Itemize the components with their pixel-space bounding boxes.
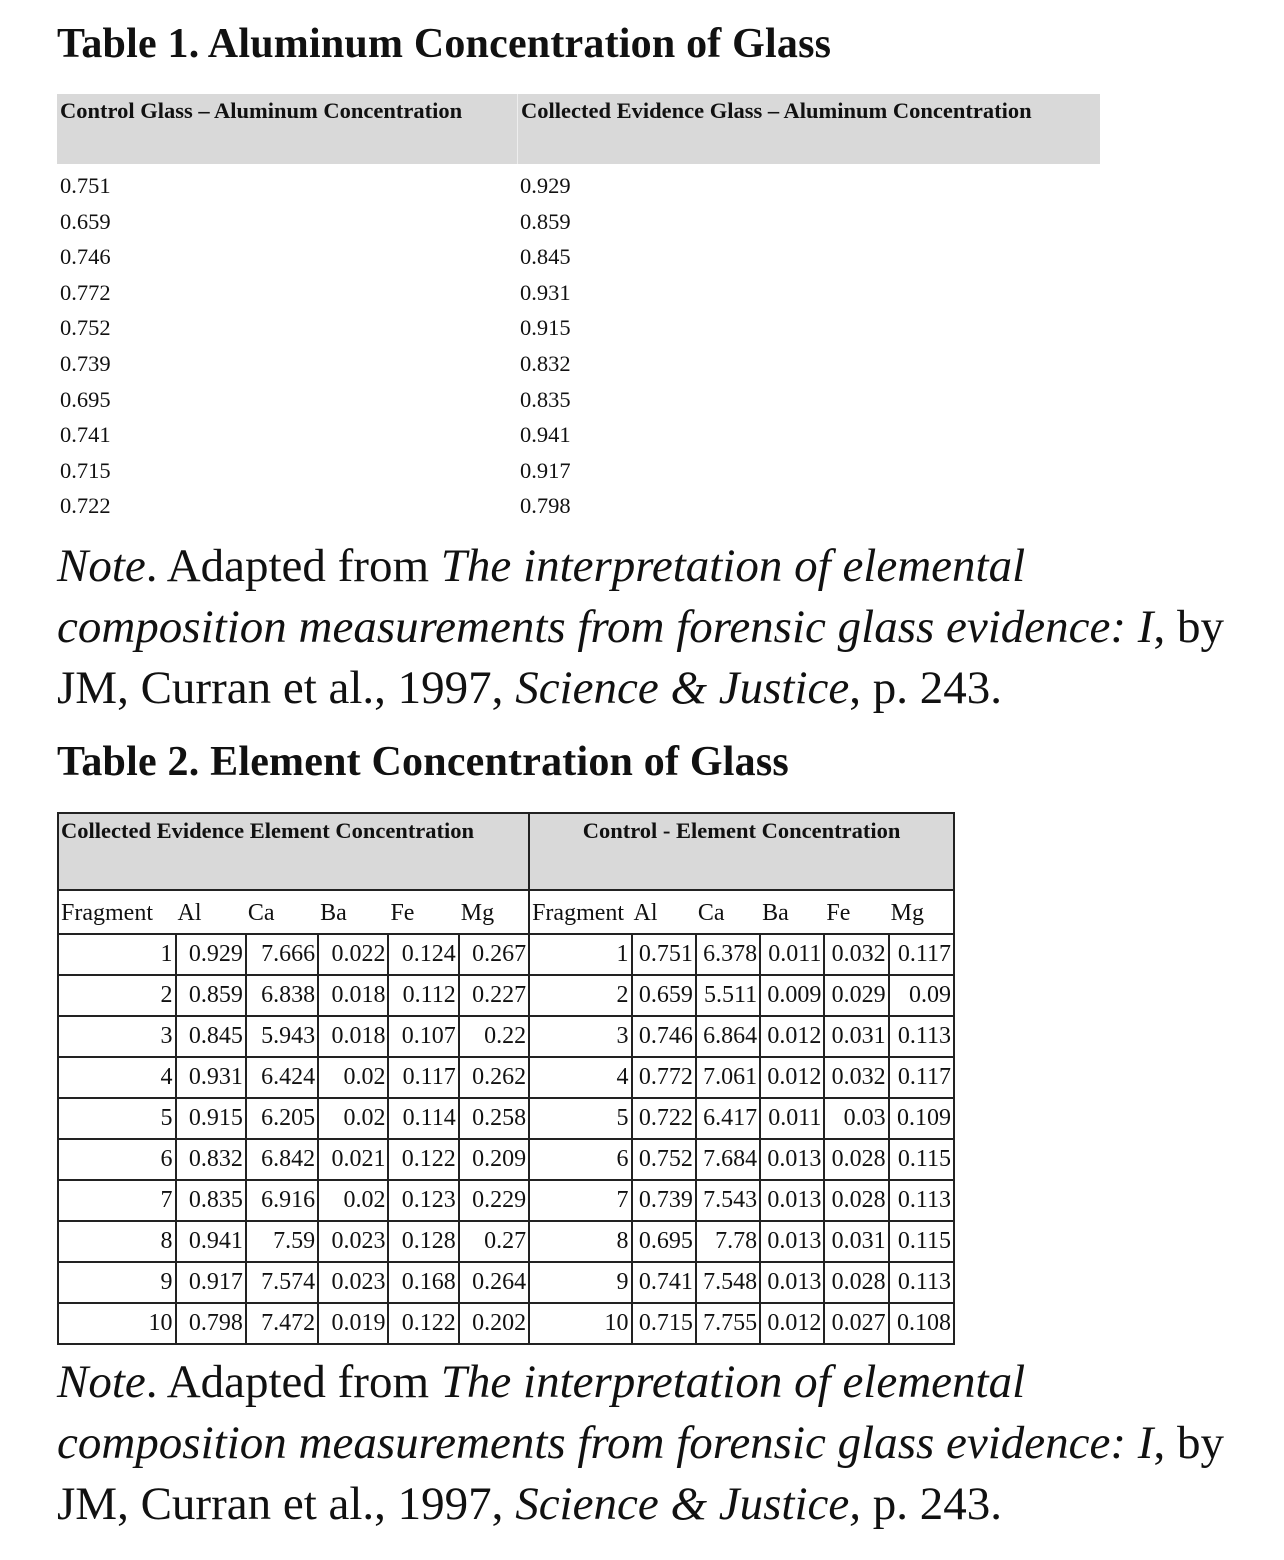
evidence-cell: 0.112 [388, 975, 458, 1016]
control-cell: 0.115 [889, 1139, 953, 1180]
evidence-cell: 7.574 [246, 1262, 318, 1303]
evidence-cell: 0.202 [459, 1303, 529, 1343]
evidence-cell: 0.019 [318, 1303, 388, 1343]
control-cell: 0.009 [760, 975, 824, 1016]
evidence-value-cell: 0.845 [520, 244, 571, 270]
evidence-cell: 0.128 [388, 1221, 458, 1262]
table-row [59, 1057, 953, 1098]
evidence-cell: 0.859 [176, 975, 246, 1016]
control-cell: 0.695 [632, 1221, 696, 1262]
control-cell: 0.751 [632, 934, 696, 975]
table1-aluminum-concentration [57, 94, 1100, 524]
control-cell: 7.684 [696, 1139, 760, 1180]
evidence-cell: 0.023 [318, 1221, 388, 1262]
table2-title: Table 2. Element Concentration of Glass [57, 739, 789, 785]
table1-title: Table 1. Aluminum Concentration of Glass [57, 21, 832, 67]
table1-body [57, 168, 1100, 524]
table1-header-evidence: Collected Evidence Glass – Aluminum Concentration [517, 94, 1100, 164]
control-cell: 8 [529, 1221, 631, 1262]
table1-note [57, 536, 1247, 719]
table2-group-header-row [59, 814, 953, 890]
control-cell: 0.013 [760, 1262, 824, 1303]
evidence-cell: 0.267 [459, 934, 529, 975]
control-cell: 0.011 [760, 934, 824, 975]
control-value-cell: 0.722 [60, 493, 111, 519]
evidence-cell: 0.264 [459, 1262, 529, 1303]
evidence-cell: 0.114 [388, 1098, 458, 1139]
table-row [57, 310, 1100, 346]
control-cell: 0.028 [824, 1180, 888, 1221]
table-row [57, 417, 1100, 453]
control-cell: 0.031 [824, 1016, 888, 1057]
evidence-cell: 0.931 [176, 1057, 246, 1098]
evidence-cell: 1 [59, 934, 176, 975]
evidence-cell: 0.262 [459, 1057, 529, 1098]
column-header-evidence: Ca [246, 890, 318, 934]
evidence-cell: 6 [59, 1139, 176, 1180]
control-value-cell: 0.659 [60, 208, 111, 234]
control-cell: 7 [529, 1180, 631, 1221]
table2-column-header-row [59, 890, 953, 934]
column-header-control: Ba [760, 890, 824, 934]
control-cell: 0.028 [824, 1262, 888, 1303]
evidence-cell: 8 [59, 1221, 176, 1262]
note-text: , by JM, Curran et al., 1997, [57, 1417, 1224, 1530]
table2-note [57, 1352, 1247, 1535]
evidence-value-cell: 0.798 [520, 493, 571, 519]
evidence-cell: 0.021 [318, 1139, 388, 1180]
evidence-cell: 7.59 [246, 1221, 318, 1262]
evidence-cell: 0.122 [388, 1139, 458, 1180]
evidence-cell: 4 [59, 1057, 176, 1098]
note-text: . Adapted from [145, 540, 441, 592]
control-cell: 0.028 [824, 1139, 888, 1180]
evidence-cell: 9 [59, 1262, 176, 1303]
control-cell: 3 [529, 1016, 631, 1057]
note-source-title: The interpretation of elemental composition measurements from forensic glass evidence: I [57, 1356, 1154, 1469]
evidence-value-cell: 0.929 [520, 173, 571, 198]
table-row [59, 1098, 953, 1139]
evidence-cell: 6.424 [246, 1057, 318, 1098]
control-cell: 6.378 [696, 934, 760, 975]
evidence-cell: 0.845 [176, 1016, 246, 1057]
control-cell: 0.011 [760, 1098, 824, 1139]
evidence-cell: 0.915 [176, 1098, 246, 1139]
column-header-evidence: Ba [318, 890, 388, 934]
table-row [59, 975, 953, 1016]
table2-group-evidence: Collected Evidence Element Concentration [59, 814, 529, 890]
evidence-cell: 0.832 [176, 1139, 246, 1180]
control-cell: 0.03 [824, 1098, 888, 1139]
evidence-cell: 0.227 [459, 975, 529, 1016]
control-cell: 0.741 [632, 1262, 696, 1303]
control-value-cell: 0.715 [60, 457, 111, 483]
control-cell: 0.012 [760, 1057, 824, 1098]
control-cell: 4 [529, 1057, 631, 1098]
evidence-cell: 0.117 [388, 1057, 458, 1098]
table2-element-concentration [57, 812, 955, 1345]
evidence-cell: 0.168 [388, 1262, 458, 1303]
control-cell: 10 [529, 1303, 631, 1343]
evidence-cell: 3 [59, 1016, 176, 1057]
control-cell: 0.659 [632, 975, 696, 1016]
table2-group-control: Control - Element Concentration [529, 814, 953, 890]
evidence-cell: 6.838 [246, 975, 318, 1016]
evidence-value-cell: 0.917 [520, 457, 571, 483]
control-cell: 5.511 [696, 975, 760, 1016]
control-cell: 0.746 [632, 1016, 696, 1057]
control-cell: 0.113 [889, 1180, 953, 1221]
evidence-cell: 0.27 [459, 1221, 529, 1262]
table-row [57, 275, 1100, 311]
control-cell: 0.117 [889, 1057, 953, 1098]
control-cell: 0.027 [824, 1303, 888, 1343]
control-cell: 7.061 [696, 1057, 760, 1098]
evidence-cell: 0.209 [459, 1139, 529, 1180]
evidence-cell: 6.205 [246, 1098, 318, 1139]
control-cell: 0.032 [824, 1057, 888, 1098]
control-value-cell: 0.746 [60, 244, 111, 270]
control-cell: 9 [529, 1262, 631, 1303]
table-row [57, 239, 1100, 275]
column-header-control: Fragment [529, 890, 631, 934]
table-row [59, 1016, 953, 1057]
control-cell: 0.09 [889, 975, 953, 1016]
evidence-cell: 0.124 [388, 934, 458, 975]
note-journal: Science & Justice, [515, 1478, 861, 1530]
table-row [57, 488, 1100, 524]
note-source-title: The interpretation of elemental composition measurements from forensic glass evidence: I [57, 540, 1154, 653]
column-header-evidence: Fe [388, 890, 458, 934]
evidence-cell: 0.835 [176, 1180, 246, 1221]
evidence-cell: 0.023 [318, 1262, 388, 1303]
control-cell: 0.752 [632, 1139, 696, 1180]
column-header-control: Mg [889, 890, 953, 934]
control-cell: 0.113 [889, 1262, 953, 1303]
evidence-cell: 0.123 [388, 1180, 458, 1221]
control-cell: 6 [529, 1139, 631, 1180]
column-header-evidence: Fragment [59, 890, 176, 934]
evidence-cell: 0.229 [459, 1180, 529, 1221]
evidence-value-cell: 0.915 [520, 315, 571, 341]
table-row [59, 1303, 953, 1343]
control-cell: 0.012 [760, 1016, 824, 1057]
control-cell: 0.115 [889, 1221, 953, 1262]
evidence-cell: 0.02 [318, 1180, 388, 1221]
evidence-cell: 10 [59, 1303, 176, 1343]
table-row [59, 1262, 953, 1303]
table-row [57, 382, 1100, 418]
table1-header-row [57, 94, 1100, 164]
control-cell: 6.417 [696, 1098, 760, 1139]
control-cell: 0.108 [889, 1303, 953, 1343]
column-header-evidence: Al [176, 890, 246, 934]
evidence-cell: 0.02 [318, 1098, 388, 1139]
column-header-control: Ca [696, 890, 760, 934]
evidence-cell: 2 [59, 975, 176, 1016]
evidence-cell: 0.018 [318, 1016, 388, 1057]
note-label: Note [57, 540, 146, 592]
table-row [57, 168, 1100, 204]
evidence-cell: 5 [59, 1098, 176, 1139]
evidence-cell: 7 [59, 1180, 176, 1221]
evidence-value-cell: 0.931 [520, 279, 571, 305]
table-row [59, 934, 953, 975]
note-label: Note [57, 1356, 146, 1408]
control-cell: 2 [529, 975, 631, 1016]
control-cell: 0.032 [824, 934, 888, 975]
note-journal: Science & Justice [515, 662, 850, 714]
evidence-cell: 0.22 [459, 1016, 529, 1057]
table-row [59, 1221, 953, 1262]
control-value-cell: 0.751 [60, 173, 111, 198]
control-cell: 0.012 [760, 1303, 824, 1343]
control-cell: 7.78 [696, 1221, 760, 1262]
evidence-cell: 6.916 [246, 1180, 318, 1221]
evidence-cell: 0.917 [176, 1262, 246, 1303]
note-text: , by JM, Curran et al., 1997, [57, 601, 1224, 714]
column-header-control: Fe [824, 890, 888, 934]
control-cell: 0.113 [889, 1016, 953, 1057]
control-cell: 0.739 [632, 1180, 696, 1221]
column-header-evidence: Mg [459, 890, 529, 934]
table-row [57, 453, 1100, 489]
evidence-cell: 0.929 [176, 934, 246, 975]
control-value-cell: 0.752 [60, 315, 111, 341]
evidence-value-cell: 0.941 [520, 422, 571, 448]
control-cell: 0.031 [824, 1221, 888, 1262]
evidence-cell: 0.122 [388, 1303, 458, 1343]
control-cell: 5 [529, 1098, 631, 1139]
note-text: , p. 243. [849, 662, 1002, 714]
table1-header-control: Control Glass – Aluminum Concentration [60, 98, 463, 123]
control-cell: 0.109 [889, 1098, 953, 1139]
table2-body [59, 934, 953, 1343]
evidence-value-cell: 0.835 [520, 386, 571, 412]
control-cell: 0.715 [632, 1303, 696, 1343]
note-text: . Adapted from [145, 1356, 441, 1408]
evidence-cell: 7.472 [246, 1303, 318, 1343]
control-value-cell: 0.741 [60, 422, 111, 448]
table-row [59, 1139, 953, 1180]
evidence-cell: 0.022 [318, 934, 388, 975]
evidence-value-cell: 0.859 [520, 208, 571, 234]
control-cell: 0.029 [824, 975, 888, 1016]
evidence-cell: 0.258 [459, 1098, 529, 1139]
control-cell: 0.722 [632, 1098, 696, 1139]
column-header-control: Al [632, 890, 696, 934]
control-cell: 0.117 [889, 934, 953, 975]
control-cell: 0.013 [760, 1221, 824, 1262]
control-cell: 7.543 [696, 1180, 760, 1221]
table-row [57, 346, 1100, 382]
control-cell: 0.013 [760, 1139, 824, 1180]
evidence-cell: 0.941 [176, 1221, 246, 1262]
control-cell: 7.755 [696, 1303, 760, 1343]
table-row [59, 1180, 953, 1221]
evidence-cell: 6.842 [246, 1139, 318, 1180]
control-cell: 7.548 [696, 1262, 760, 1303]
control-value-cell: 0.695 [60, 386, 111, 412]
evidence-cell: 0.018 [318, 975, 388, 1016]
control-cell: 0.013 [760, 1180, 824, 1221]
evidence-value-cell: 0.832 [520, 350, 571, 376]
control-cell: 1 [529, 934, 631, 975]
control-cell: 6.864 [696, 1016, 760, 1057]
control-value-cell: 0.772 [60, 279, 111, 305]
evidence-cell: 0.798 [176, 1303, 246, 1343]
evidence-cell: 0.107 [388, 1016, 458, 1057]
control-value-cell: 0.739 [60, 350, 111, 376]
note-text: p. 243. [861, 1478, 1002, 1530]
control-cell: 0.772 [632, 1057, 696, 1098]
table-row [57, 204, 1100, 240]
evidence-cell: 7.666 [246, 934, 318, 975]
evidence-cell: 5.943 [246, 1016, 318, 1057]
evidence-cell: 0.02 [318, 1057, 388, 1098]
